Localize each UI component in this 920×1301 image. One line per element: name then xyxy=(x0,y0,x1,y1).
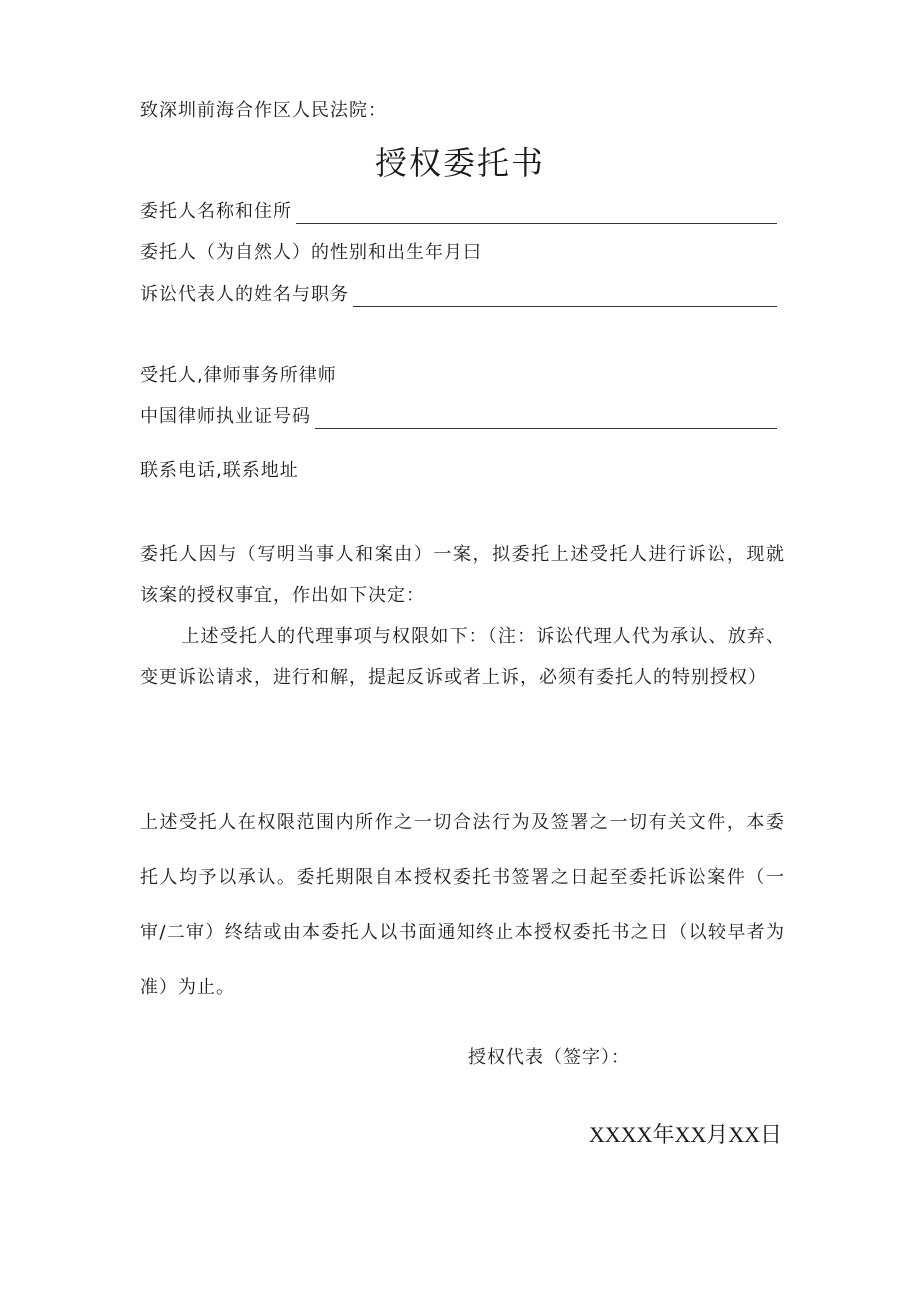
document-title: 授权委托书 xyxy=(374,144,545,182)
signature-label: 授权代表（签字）： xyxy=(468,1047,630,1068)
addressee: 致深圳前海合作区人民法院： xyxy=(140,100,387,121)
body-section-2 xyxy=(140,795,785,1015)
contact-label: 联系电话,联系地址 xyxy=(140,460,299,481)
principal-name-address-blank xyxy=(296,205,777,224)
representative-blank xyxy=(353,288,777,307)
document-date: XXXX年XX月XX日 xyxy=(588,1122,782,1147)
body-paragraph-2: 上述受托人的代理事项与权限如下：（注：诉讼代理人代为承认、放弃、变更诉讼请求，进行和解，提起反诉或者上诉，必须有委托人的特别授权） xyxy=(140,626,785,688)
principal-name-address-label: 委托人名称和住所 xyxy=(140,201,292,222)
body-paragraph-1: 委托人因与（写明当事人和案由）一案，拟委托上述受托人进行诉讼，现就该案的授权事宜，作出如下决定： xyxy=(140,544,785,606)
body-section-1 xyxy=(140,534,785,698)
principal-name-address-field xyxy=(140,200,777,224)
license-number-label: 中国律师执业证号码 xyxy=(140,406,311,427)
body-paragraph-3: 上述受托人在权限范围内所作之一切合法行为及签署之一切有关文件，本委托人均予以承认。委托期限自本授权委托书签署之日起至委托诉讼案件（一审/二审）终结或由本委托人以书面通知终止本授权委托书之日（以较早者为准）为止。 xyxy=(140,812,785,998)
license-number-blank xyxy=(315,410,777,429)
representative-name-title-label: 诉讼代表人的姓名与职务 xyxy=(140,284,349,305)
representative-field xyxy=(140,283,777,307)
principal-gender-birth-label: 委托人（为自然人）的性别和出生年月曰 xyxy=(140,242,482,263)
license-number-field xyxy=(140,405,777,429)
agent-label: 受托人,律师事务所律师 xyxy=(140,365,337,386)
